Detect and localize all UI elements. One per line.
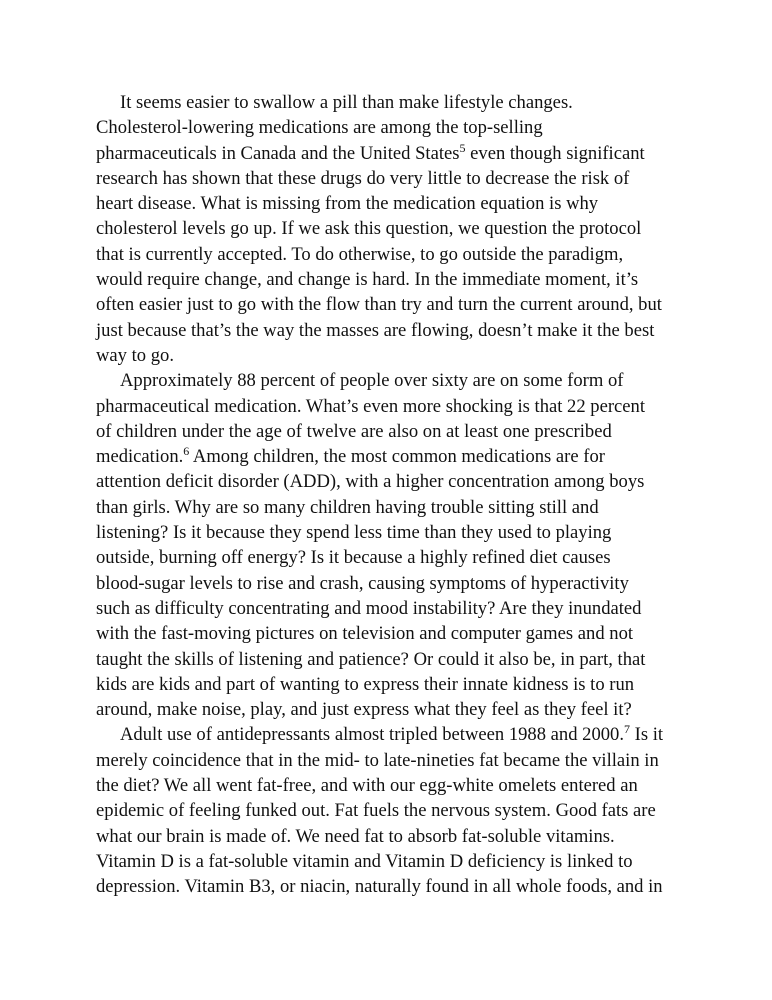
text-line: blood-sugar levels to rise and crash, causing symptoms of hyperactivity: [96, 572, 629, 594]
text-run: Is it: [630, 724, 664, 746]
text-line: [96, 444, 676, 469]
text-line: of children under the age of twelve are also on at least one prescribed: [96, 420, 612, 442]
text-line: attention deficit disorder (ADD), with a higher concentration among boys: [96, 471, 645, 493]
text-line: what our brain is made of. We need fat to absorb fat-soluble vitamins.: [96, 825, 615, 847]
text-line: taught the skills of listening and patience? Or could it also be, in part, that: [96, 648, 646, 670]
text-line: outside, burning off energy? Is it because a highly refined diet causes: [96, 547, 611, 569]
text-line: way to go.: [96, 344, 174, 366]
paragraph: [96, 722, 676, 899]
text-line: Cholesterol-lowering medications are among the top-selling: [96, 117, 543, 139]
text-line: Approximately 88 percent of people over sixty are on some form of: [120, 370, 624, 392]
text-line: such as difficulty concentrating and mood instability? Are they inundated: [96, 597, 642, 619]
text-line: pharmaceutical medication. What’s even more shocking is that 22 percent: [96, 395, 646, 417]
document-page: [96, 90, 676, 900]
text-line: often easier just to go with the flow than try and turn the current around, but: [96, 294, 662, 316]
text-line: that is currently accepted. To do otherwise, to go outside the paradigm,: [96, 243, 624, 265]
footnote-marker: 7: [624, 722, 630, 737]
footnote-marker: 6: [183, 444, 190, 459]
text-line: cholesterol levels go up. If we ask this question, we question the protocol: [96, 218, 642, 240]
text-line: just because that’s the way the masses are flowing, doesn’t make it the best: [96, 319, 655, 341]
text-line: than girls. Why are so many children having trouble sitting still and: [96, 496, 599, 518]
text-line: around, make noise, play, and just express what they feel as they feel it?: [96, 699, 632, 721]
text-line: epidemic of feeling funked out. Fat fuels the nervous system. Good fats are: [96, 800, 656, 822]
text-line: with the fast-moving pictures on television and computer games and not: [96, 623, 634, 645]
text-line: depression. Vitamin B3, or niacin, naturally found in all whole foods, and in: [96, 876, 663, 898]
text-line: listening? Is it because they spend less time than they used to playing: [96, 522, 612, 544]
text-line: [96, 141, 676, 166]
text-line: heart disease. What is missing from the medication equation is why: [96, 193, 599, 215]
text-line: kids are kids and part of wanting to express their innate kidness is to run: [96, 673, 635, 695]
paragraph: [96, 90, 676, 368]
footnote-marker: 5: [459, 140, 466, 155]
text-line: Vitamin D is a fat-soluble vitamin and Vitamin D deficiency is linked to: [96, 850, 633, 872]
text-run: Among children, the most common medications are for: [189, 446, 605, 468]
text-line: [96, 722, 676, 747]
text-line: would require change, and change is hard. In the immediate moment, it’s: [96, 269, 639, 291]
text-line: merely coincidence that in the mid- to late-nineties fat became the villain in: [96, 749, 659, 771]
text-run: medication.: [96, 446, 184, 468]
paragraph: [96, 368, 676, 722]
text-line: the diet? We all went fat-free, and with our egg-white omelets entered an: [96, 775, 638, 797]
text-line: It seems easier to swallow a pill than make lifestyle changes.: [120, 92, 573, 113]
text-run: even though significant: [465, 142, 645, 164]
text-run: Adult use of antidepressants almost tripled between 1988 and 2000.: [120, 724, 624, 746]
text-run: pharmaceuticals in Canada and the United States: [96, 142, 460, 164]
text-line: research has shown that these drugs do very little to decrease the risk of: [96, 167, 630, 189]
